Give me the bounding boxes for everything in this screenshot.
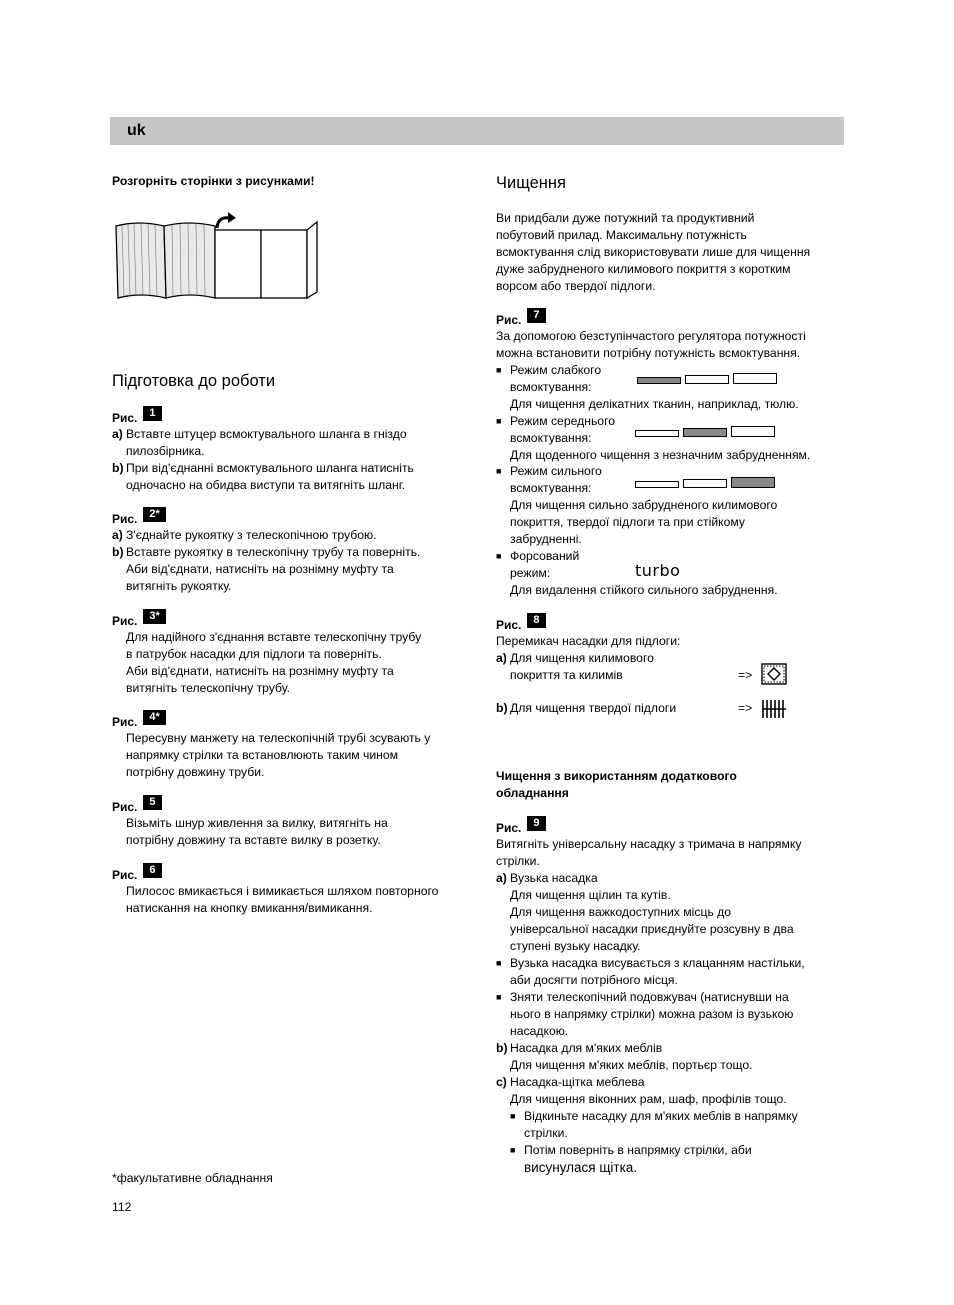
fig-8-text	[496, 633, 844, 684]
fig-6-number: 6	[143, 863, 161, 878]
item-label: b)	[496, 1041, 508, 1055]
text-line: Для щоденного чищення з незначним забрудненням.	[510, 448, 811, 462]
text-line: Насадка-щітка меблева	[510, 1075, 645, 1089]
text-line: забрудненні.	[510, 532, 582, 546]
text-line: ступені вузьку насадку.	[510, 939, 641, 953]
text-line: в патрубок насадки для підлоги та поверніть.	[126, 647, 382, 661]
fig-4-text	[112, 730, 476, 781]
text-line: Для чищення сильно забрудненого килимового	[510, 498, 778, 512]
bullet-icon: ■	[510, 1111, 516, 1121]
power-gauge-low-icon	[637, 374, 777, 384]
text-line: Форсований	[510, 549, 580, 563]
intro-text	[496, 210, 844, 295]
bullet-icon: ■	[496, 992, 502, 1002]
fig-5-number: 5	[143, 795, 161, 810]
fig-9-number: 9	[527, 816, 545, 831]
text-line: насадкою.	[510, 1024, 569, 1038]
text-line: Для чищення важкодоступних місць до	[510, 905, 732, 919]
fig-2-heading	[112, 508, 166, 526]
prep-title: Підготовка до роботи	[112, 372, 276, 390]
text-line: За допомогою безступінчастого регулятора потужності	[496, 329, 806, 343]
fig-2-number: 2*	[143, 507, 165, 522]
text-line: Чищення з використанням додаткового	[496, 769, 737, 783]
item-label: c)	[496, 1075, 507, 1089]
fig-2-text	[112, 527, 462, 595]
text-line: Для видалення стійкого сильного забруднення.	[510, 583, 778, 597]
text-line: Перемикач насадки для підлоги:	[496, 634, 681, 648]
turbo-label: turbo	[635, 561, 681, 580]
text-line: одночасно на обидва виступи та витягніть шланг.	[126, 478, 406, 492]
text-line: Для чищення щілин та кутів.	[510, 888, 671, 902]
text-line: Для чищення м'яких меблів, портьєр тощо.	[510, 1058, 753, 1072]
unfold-note: Розгорніть сторінки з рисунками!	[112, 174, 315, 188]
fig-label: Рис.	[112, 867, 138, 882]
item-label: b)	[112, 461, 124, 475]
fig-4-heading	[112, 711, 166, 729]
text-line: Насадка для м'яких меблів	[510, 1041, 663, 1055]
text-line: Витягніть універсальну насадку з тримача в напрямку	[496, 837, 802, 851]
text-line: всмоктування:	[510, 431, 592, 445]
text-line: З'єднайте рукоятку з телескопічною трубою.	[126, 528, 377, 542]
accessories-title	[496, 768, 737, 802]
text-line: При від'єднанні всмоктувального шланга натисніть	[126, 461, 414, 475]
text-line: стрілки.	[524, 1126, 568, 1140]
fig-label: Рис.	[112, 410, 138, 425]
text-line: обладнання	[496, 786, 569, 800]
bullet-icon: ■	[510, 1145, 516, 1155]
item-label: b)	[112, 545, 124, 559]
text-line: Для надійного з'єднання вставте телескопічну трубу	[126, 630, 422, 644]
text-line: потрібну довжину та вставте вилку в розетку.	[126, 833, 381, 847]
text-line: Зняти телескопічний подовжувач (натиснувши на	[510, 990, 789, 1004]
text-line: стрілки.	[496, 854, 540, 868]
text-line: Пересувну манжету на телескопічній трубі зсувають у	[126, 731, 431, 745]
hard-floor-mode-icon	[761, 698, 787, 720]
fig-1-text	[112, 426, 462, 494]
text-line: Вузька насадка	[510, 871, 598, 885]
mode-high	[496, 463, 844, 548]
fig-9-heading	[496, 817, 546, 835]
text-line: всмоктування:	[510, 380, 592, 394]
item-label: a)	[496, 871, 507, 885]
text-line: Режим слабкого	[510, 363, 602, 377]
fig-7-heading	[496, 309, 546, 327]
text-line: покриття, твердої підлоги та при стійкому	[510, 515, 746, 529]
fig-label: Рис.	[496, 312, 522, 327]
text-line: аби досягти потрібного місця.	[510, 973, 678, 987]
text-line: натискання на кнопку вмикання/вимикання.	[126, 901, 373, 915]
fig-8-heading	[496, 614, 546, 632]
language-header-bar	[110, 117, 844, 145]
text-line: Вставте рукоятку в телескопічну трубу та поверніть.	[126, 545, 421, 559]
fig-6-heading	[112, 864, 162, 882]
bullet-icon: ■	[496, 416, 502, 426]
text-line: витягніть телескопічну трубу.	[126, 681, 291, 695]
text-line: Режим сильного	[510, 464, 602, 478]
text-line: Для чищення твердої підлоги	[510, 701, 677, 715]
text-line: Режим середнього	[510, 414, 616, 428]
text-line: пилозбірника.	[126, 444, 205, 458]
text-line: Пилосос вмикається і вимикається шляхом повторного	[126, 884, 439, 898]
fig-5-text	[112, 815, 476, 849]
text-line: Ви придбали дуже потужний та продуктивний	[496, 211, 755, 225]
item-label: a)	[112, 427, 123, 441]
item-label: a)	[112, 528, 123, 542]
text-line: напрямку стрілки та встановлюють таким чином	[126, 748, 399, 762]
text-line: універсальної насадки приєднуйте розсувну в два	[510, 922, 794, 936]
text-line: всмоктування слід використовувати лише для чищення	[496, 245, 811, 259]
text-line: Для чищення віконних рам, шаф, профілів тощо.	[510, 1092, 787, 1106]
language-code: uk	[127, 122, 146, 139]
text-line: Вставте штуцер всмоктувального шланга в гніздо	[126, 427, 407, 441]
fig-7-number: 7	[527, 308, 545, 323]
power-gauge-high-icon	[635, 478, 775, 488]
fig-5-heading	[112, 796, 162, 814]
item-label: b)	[496, 701, 508, 715]
fig-label: Рис.	[112, 714, 138, 729]
text-line: ворсом або твердої підлоги.	[496, 279, 656, 293]
text-line: Потім поверніть в напрямку стрілки, аби	[524, 1143, 752, 1157]
fig-9-text	[496, 836, 844, 1176]
text-line: всмоктування:	[510, 481, 592, 495]
text-line: побутовий прилад. Максимальну потужність	[496, 228, 747, 242]
fig-label: Рис.	[496, 820, 522, 835]
text-line: Вузька насадка висувається з клацанням настільки,	[510, 956, 805, 970]
power-gauge-medium-icon	[635, 427, 775, 437]
mode-low	[496, 362, 844, 413]
fig-label: Рис.	[112, 511, 138, 526]
text-line: Для чищення килимового	[510, 651, 654, 665]
fig-3-heading	[112, 610, 166, 628]
fig-1-number: 1	[143, 406, 161, 421]
fig-3-text	[112, 629, 476, 697]
carpet-mode-icon	[761, 663, 787, 685]
fig-label: Рис.	[112, 799, 138, 814]
text-line: висунулася щітка.	[524, 1160, 638, 1175]
text-line: дуже забрудненого килимового покриття з коротким	[496, 262, 791, 276]
fig-label: Рис.	[496, 617, 522, 632]
text-line: Аби від'єднати, натисніть на рознімну муфту та	[126, 562, 394, 576]
arrow-carpet: =>	[738, 668, 753, 682]
text-line: Аби від'єднати, натисніть на рознімну муфту та	[126, 664, 394, 678]
item-label: a)	[496, 651, 507, 665]
bullet-icon: ■	[496, 958, 502, 968]
fig-label: Рис.	[112, 613, 138, 628]
fig-1-heading	[112, 407, 162, 425]
bullet-icon: ■	[496, 365, 502, 375]
mode-medium	[496, 413, 844, 464]
footnote: *факультативне обладнання	[112, 1171, 273, 1185]
text-line: режим:	[510, 566, 551, 580]
text-line: можна встановити потрібну потужність всмоктування.	[496, 346, 801, 360]
unfold-pages-illustration	[114, 212, 324, 304]
fig-7-intro	[496, 328, 844, 362]
page-number: 112	[112, 1200, 132, 1214]
fig-8-b	[496, 700, 844, 717]
clean-title: Чищення	[496, 174, 566, 192]
bullet-icon: ■	[496, 466, 502, 476]
text-line: Візьміть шнур живлення за вилку, витягніть на	[126, 816, 388, 830]
fig-6-text	[112, 883, 476, 917]
text-line: витягніть рукоятку.	[126, 579, 232, 593]
fig-3-number: 3*	[143, 609, 165, 624]
text-line: потрібну довжину труби.	[126, 765, 265, 779]
fig-4-number: 4*	[143, 710, 165, 725]
arrow-hard-floor: =>	[738, 701, 753, 715]
text-line: Для чищення делікатних тканин, наприклад, тюлю.	[510, 397, 799, 411]
text-line: Відкиньте насадку для м'яких меблів в напрямку	[524, 1109, 798, 1123]
bullet-icon: ■	[496, 551, 502, 561]
fig-8-number: 8	[527, 613, 545, 628]
text-line: покриття та килимів	[510, 668, 623, 682]
text-line: нього в напрямку стрілки) можна разом із вузькою	[510, 1007, 794, 1021]
